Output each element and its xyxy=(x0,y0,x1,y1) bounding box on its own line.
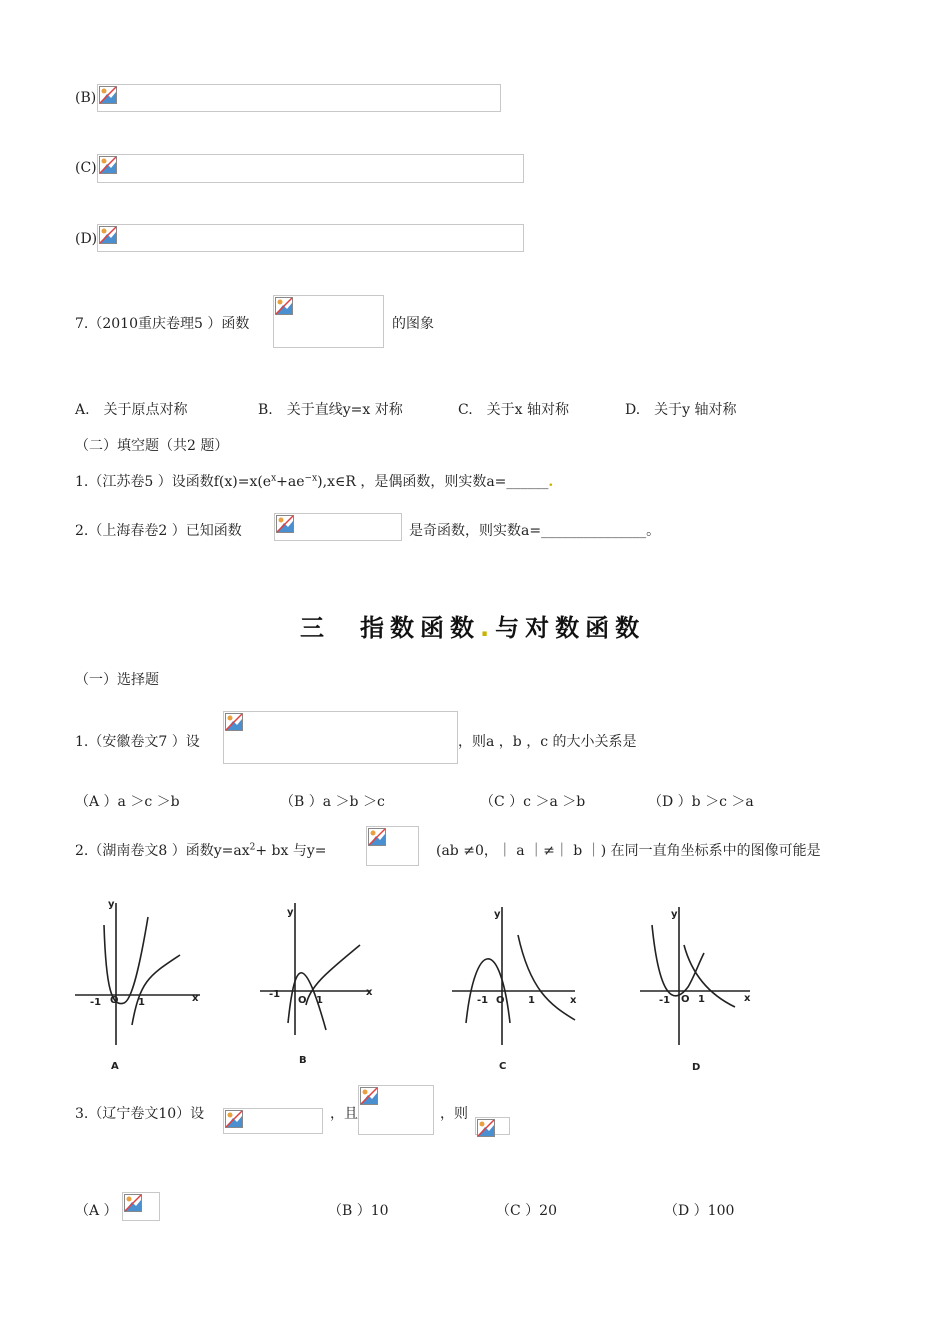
fill-q2-suffix xyxy=(409,520,660,540)
s3-q2-prefix xyxy=(75,840,326,860)
s3-q1-option-b: （B ）a ＞b ＞c xyxy=(280,794,385,810)
broken-image-icon xyxy=(275,297,293,315)
graph-c-origin: O xyxy=(496,995,505,1006)
graph-d-neg1: -1 xyxy=(659,995,671,1006)
s3-q3-image-2 xyxy=(358,1085,434,1135)
q7-suffix: 的图象 xyxy=(392,316,434,332)
graph-d-parabola xyxy=(652,925,704,996)
s3-q1-option-c: （C ）c ＞a ＞b xyxy=(480,794,586,810)
broken-image-icon xyxy=(124,1194,142,1212)
section3-title-b: 与对数函数 xyxy=(495,614,646,642)
graph-b-label: B xyxy=(299,1055,307,1066)
graph-a xyxy=(75,903,200,1045)
graph-b xyxy=(260,903,370,1035)
s3-q2-sup: 2 xyxy=(249,842,256,853)
s3-q2-prefix-text: 2.（湖南卷文8 ）函数y=ax xyxy=(75,843,250,859)
graph-d-one: 1 xyxy=(698,994,705,1005)
broken-image-icon xyxy=(360,1087,378,1105)
s3-q2-image xyxy=(366,826,419,866)
fill-q1-sup2: −x xyxy=(304,473,318,484)
s3-q3-option-d: （D ）100 xyxy=(664,1203,735,1219)
graph-a-label: A xyxy=(111,1061,119,1072)
graph-set xyxy=(70,895,760,1080)
graph-b-one: 1 xyxy=(316,995,323,1006)
q7-option-d: D. 关于y 轴对称 xyxy=(625,402,737,418)
section3-sub-heading: （一）选择题 xyxy=(75,672,159,688)
fill-q1-text-a: 1.（江苏卷5 ）设函数f(x)=x(e xyxy=(75,474,272,490)
section3-title-a: 三 指数函数 xyxy=(300,614,480,642)
graph-d-origin: O xyxy=(681,994,690,1005)
section3-title-dot: . xyxy=(480,614,496,642)
graph-d-curve xyxy=(684,945,735,1007)
option-d-image xyxy=(97,224,524,252)
graph-b-curve xyxy=(306,945,360,1005)
option-d-label: (D) xyxy=(75,231,98,247)
graph-a-neg1: -1 xyxy=(90,997,102,1008)
option-c-label: (C) xyxy=(75,160,97,176)
graph-c-one: 1 xyxy=(528,995,535,1006)
graph-b-x-label: x xyxy=(366,987,373,998)
option-b-image xyxy=(97,84,501,112)
option-b-label: (B) xyxy=(75,90,97,106)
graph-c-label: C xyxy=(499,1061,507,1072)
s3-q1-suffix: ，则a ，b ，c 的大小关系是 xyxy=(458,734,637,750)
q7-option-c: C. 关于x 轴对称 xyxy=(458,402,570,418)
section3-title xyxy=(300,608,645,643)
fill-q1-dot: . xyxy=(548,474,554,490)
graph-a-one: 1 xyxy=(138,997,145,1008)
fill-q2-prefix: 2.（上海春卷2 ）已知函数 xyxy=(75,523,242,539)
q7-prefix: 7.（2010重庆卷理5 ）函数 xyxy=(75,316,250,332)
s3-q1-image xyxy=(223,711,458,764)
fill-q1-sup1: x xyxy=(271,473,277,484)
s3-q3-option-a: （A ） xyxy=(75,1203,118,1219)
fill-q1-blank: ______ xyxy=(506,474,549,490)
broken-image-icon xyxy=(477,1119,495,1137)
graph-c-y-label: y xyxy=(494,909,501,920)
s3-q3-option-c: （C ）20 xyxy=(496,1203,557,1219)
graph-d-x-label: x xyxy=(744,993,751,1004)
graph-c-curve xyxy=(518,935,575,1020)
broken-image-icon xyxy=(225,1110,243,1128)
fill-q2-blank: _______________ xyxy=(541,523,647,539)
s3-q1-prefix: 1.（安徽卷文7 ）设 xyxy=(75,734,200,750)
broken-image-icon xyxy=(99,226,117,244)
graph-c xyxy=(452,907,575,1045)
s3-q3-suffix: ，则 xyxy=(440,1106,468,1122)
s3-q3-option-b: （B ）10 xyxy=(328,1203,389,1219)
fill-q1-text-b: +ae xyxy=(276,474,305,490)
s3-q3-image-1 xyxy=(223,1108,323,1134)
fill-q2-suffix-text: 是奇函数，则实数a= xyxy=(409,523,542,539)
s3-q3-prefix: 3.（辽宁卷文10）设 xyxy=(75,1106,205,1122)
fill-q1-text-c: ),x∈R ，是偶函数，则实数a= xyxy=(317,474,507,490)
s3-q1-option-a: （A ）a ＞c ＞b xyxy=(75,794,180,810)
graph-b-y-label: y xyxy=(287,907,294,918)
broken-image-icon xyxy=(99,156,117,174)
graph-c-x-label: x xyxy=(570,995,577,1006)
q7-function-image xyxy=(273,295,384,348)
graph-c-neg1: -1 xyxy=(477,995,489,1006)
broken-image-icon xyxy=(99,86,117,104)
fill-q2-end: 。 xyxy=(646,523,661,539)
q7-option-b: B. 关于直线y=x 对称 xyxy=(258,402,403,418)
broken-image-icon xyxy=(276,515,294,533)
graph-a-origin: O xyxy=(110,995,119,1006)
graph-b-origin: O xyxy=(298,995,307,1006)
graph-d xyxy=(640,907,750,1045)
graph-b-neg1: -1 xyxy=(269,989,281,1000)
s3-q3-mid: ，且 xyxy=(330,1106,358,1122)
s3-q3-image-3 xyxy=(475,1117,510,1135)
s3-q3-option-a-image xyxy=(122,1192,160,1221)
broken-image-icon xyxy=(368,828,386,846)
fill-q2-function-image xyxy=(274,513,402,541)
graph-a-x-label: x xyxy=(192,993,199,1004)
option-c-image xyxy=(97,154,524,183)
graph-d-label: D xyxy=(692,1062,701,1073)
graph-d-y-label: y xyxy=(671,909,678,920)
q7-option-a: A. 关于原点对称 xyxy=(75,402,188,418)
s3-q2-mid: + bx 与y= xyxy=(255,843,327,859)
fill-section-heading: （二）填空题（共2 题） xyxy=(75,438,229,454)
fill-q1 xyxy=(75,471,553,491)
graph-a-y-label: y xyxy=(108,899,115,910)
s3-q1-option-d: （D ）b ＞c ＞a xyxy=(648,794,754,810)
s3-q2-suffix: (ab ≠0，｜ a ｜≠｜ b ｜) 在同一直角坐标系中的图像可能是 xyxy=(436,843,821,859)
broken-image-icon xyxy=(225,713,243,731)
